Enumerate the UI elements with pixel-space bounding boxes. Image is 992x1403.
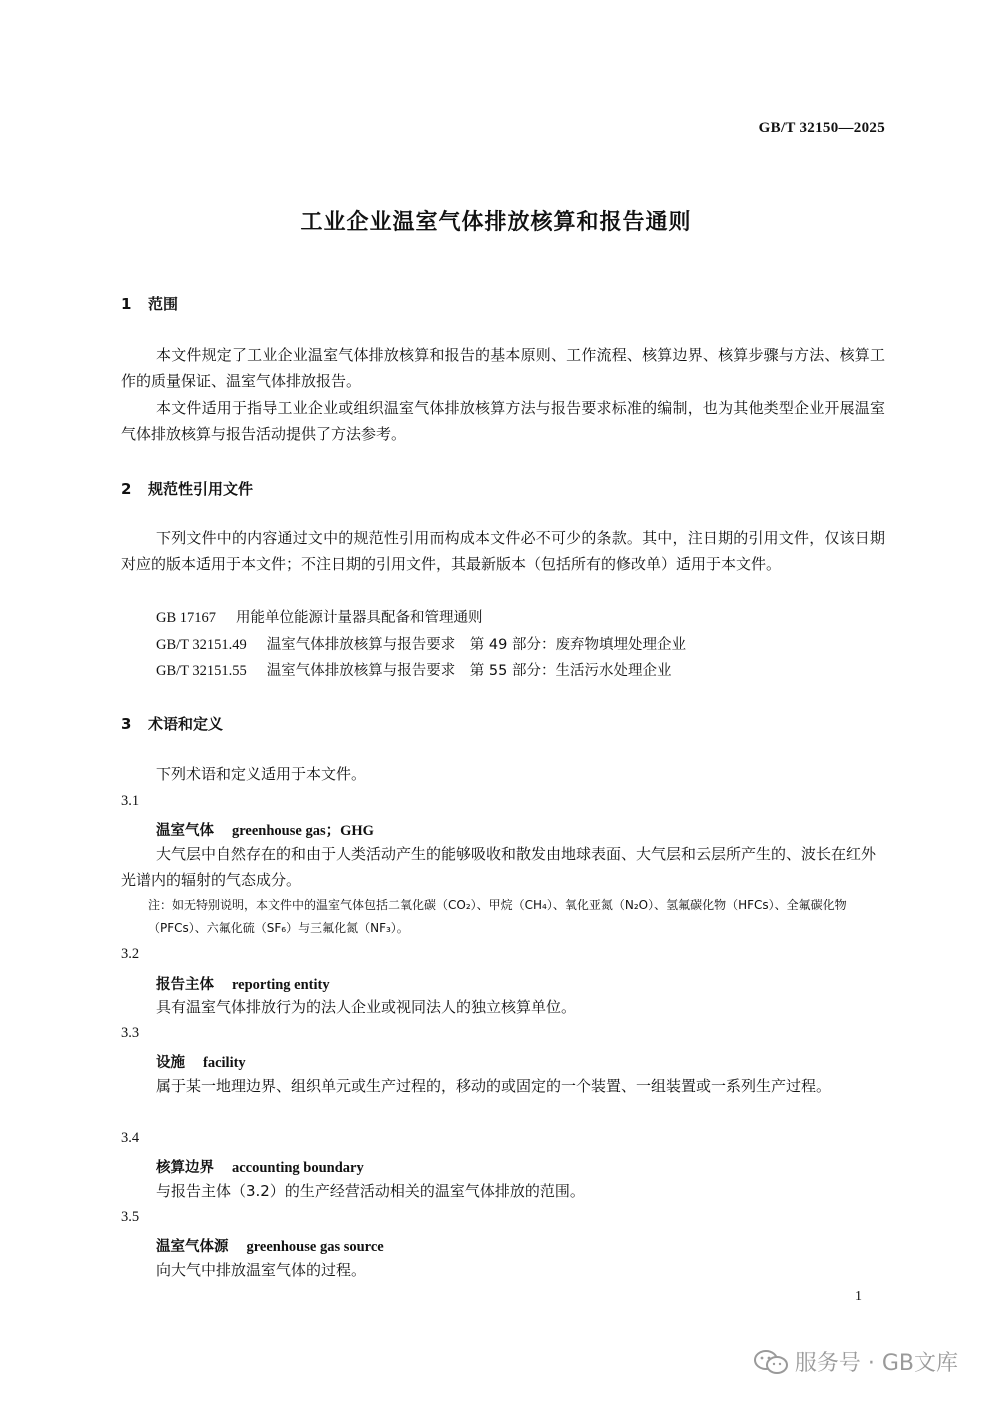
section-3-heading [121,713,223,734]
watermark-text: 服务号 · GB文库 [794,1351,958,1376]
term-definition: 向大气中排放温室气体的过程。 [156,1261,367,1279]
reference-item [156,606,483,627]
term-number: 3.5 [121,1209,140,1225]
watermark [753,1346,958,1377]
section-1-heading [121,293,178,314]
reference-code: GB/T 32151.49 [156,637,247,653]
section-1-paragraph-1: 本文件规定了工业企业温室气体排放核算和报告的基本原则、工作流程、核算边界、核算步骤与方法、核算工作的质量保证、温室气体排放报告。 [121,346,885,390]
section-title: 规范性引用文件 [148,480,254,498]
section-title: 范围 [148,295,179,313]
reference-code: GB 17167 [156,610,217,626]
section-3-intro: 下列术语和定义适用于本文件。 [156,765,367,783]
term-definition: 具有温室气体排放行为的法人企业或视同法人的独立核算单位。 [156,998,577,1016]
term-heading [156,1156,364,1177]
reference-item [156,659,671,680]
term-definition: 属于某一地理边界、组织单元或生产过程的，移动的或固定的一个装置、一组装置或一系列生产过程。 [156,1077,832,1095]
term-number: 3.2 [121,946,140,962]
term-zh: 温室气体源 [156,1239,229,1255]
term-zh: 设施 [156,1055,185,1071]
standard-number: GB/T 32150—2025 [758,120,885,136]
section-number: 3 [121,715,132,733]
term-heading [156,1051,246,1072]
reference-title: 温室气体排放核算与报告要求 第 55 部分：生活污水处理企业 [266,663,672,679]
term-en: greenhouse gas source [246,1239,384,1255]
term-number: 3.4 [121,1130,140,1146]
reference-title: 温室气体排放核算与报告要求 第 49 部分：废弃物填埋处理企业 [266,637,686,653]
reference-item [156,633,686,654]
page-number: 1 [855,1289,862,1304]
section-1-paragraph-2: 本文件适用于指导工业企业或组织温室气体排放核算方法与报告要求标准的编制，也为其他类型企业开展温室气体排放核算与报告活动提供了方法参考。 [121,399,885,443]
term-en: reporting entity [232,977,330,993]
term-heading [156,973,330,994]
term-en: greenhouse gas；GHG [232,823,374,839]
wechat-icon [753,1349,789,1375]
term-number: 3.1 [121,793,140,809]
section-number: 1 [121,295,132,313]
term-en: facility [203,1055,246,1071]
section-2-heading [121,478,253,499]
term-zh: 报告主体 [156,977,214,993]
reference-code: GB/T 32151.55 [156,663,247,679]
term-en: accounting boundary [232,1160,364,1176]
term-number: 3.3 [121,1025,140,1041]
reference-title: 用能单位能源计量器具配备和管理通则 [236,610,483,626]
section-title: 术语和定义 [148,715,224,733]
term-definition: 大气层中自然存在的和由于人类活动产生的能够吸收和散发由地球表面、大气层和云层所产生的、波长在红外光谱内的辐射的气态成分。 [121,845,877,889]
section-number: 2 [121,480,132,498]
term-heading [156,1235,384,1256]
term-zh: 核算边界 [156,1160,214,1176]
term-heading [156,819,374,840]
term-definition: 与报告主体（3.2）的生产经营活动相关的温室气体排放的范围。 [156,1182,585,1200]
term-zh: 温室气体 [156,823,214,839]
section-2-paragraph-1: 下列文件中的内容通过文中的规范性引用而构成本文件必不可少的条款。其中，注日期的引用文件，仅该日期对应的版本适用于本文件；不注日期的引用文件，其最新版本（包括所有的修改单）适用于本文件。 [121,529,885,573]
document-title: 工业企业温室气体排放核算和报告通则 [300,210,692,235]
term-note: 注：如无特别说明，本文件中的温室气体包括二氧化碳（CO₂）、甲烷（CH₄）、氧化亚氮（N₂O）、氢氟碳化物（HFCs）、全氟碳化物（PFCs）、六氟化硫（SF₆）与三氟化氮（NF₃）。 [148,898,847,935]
